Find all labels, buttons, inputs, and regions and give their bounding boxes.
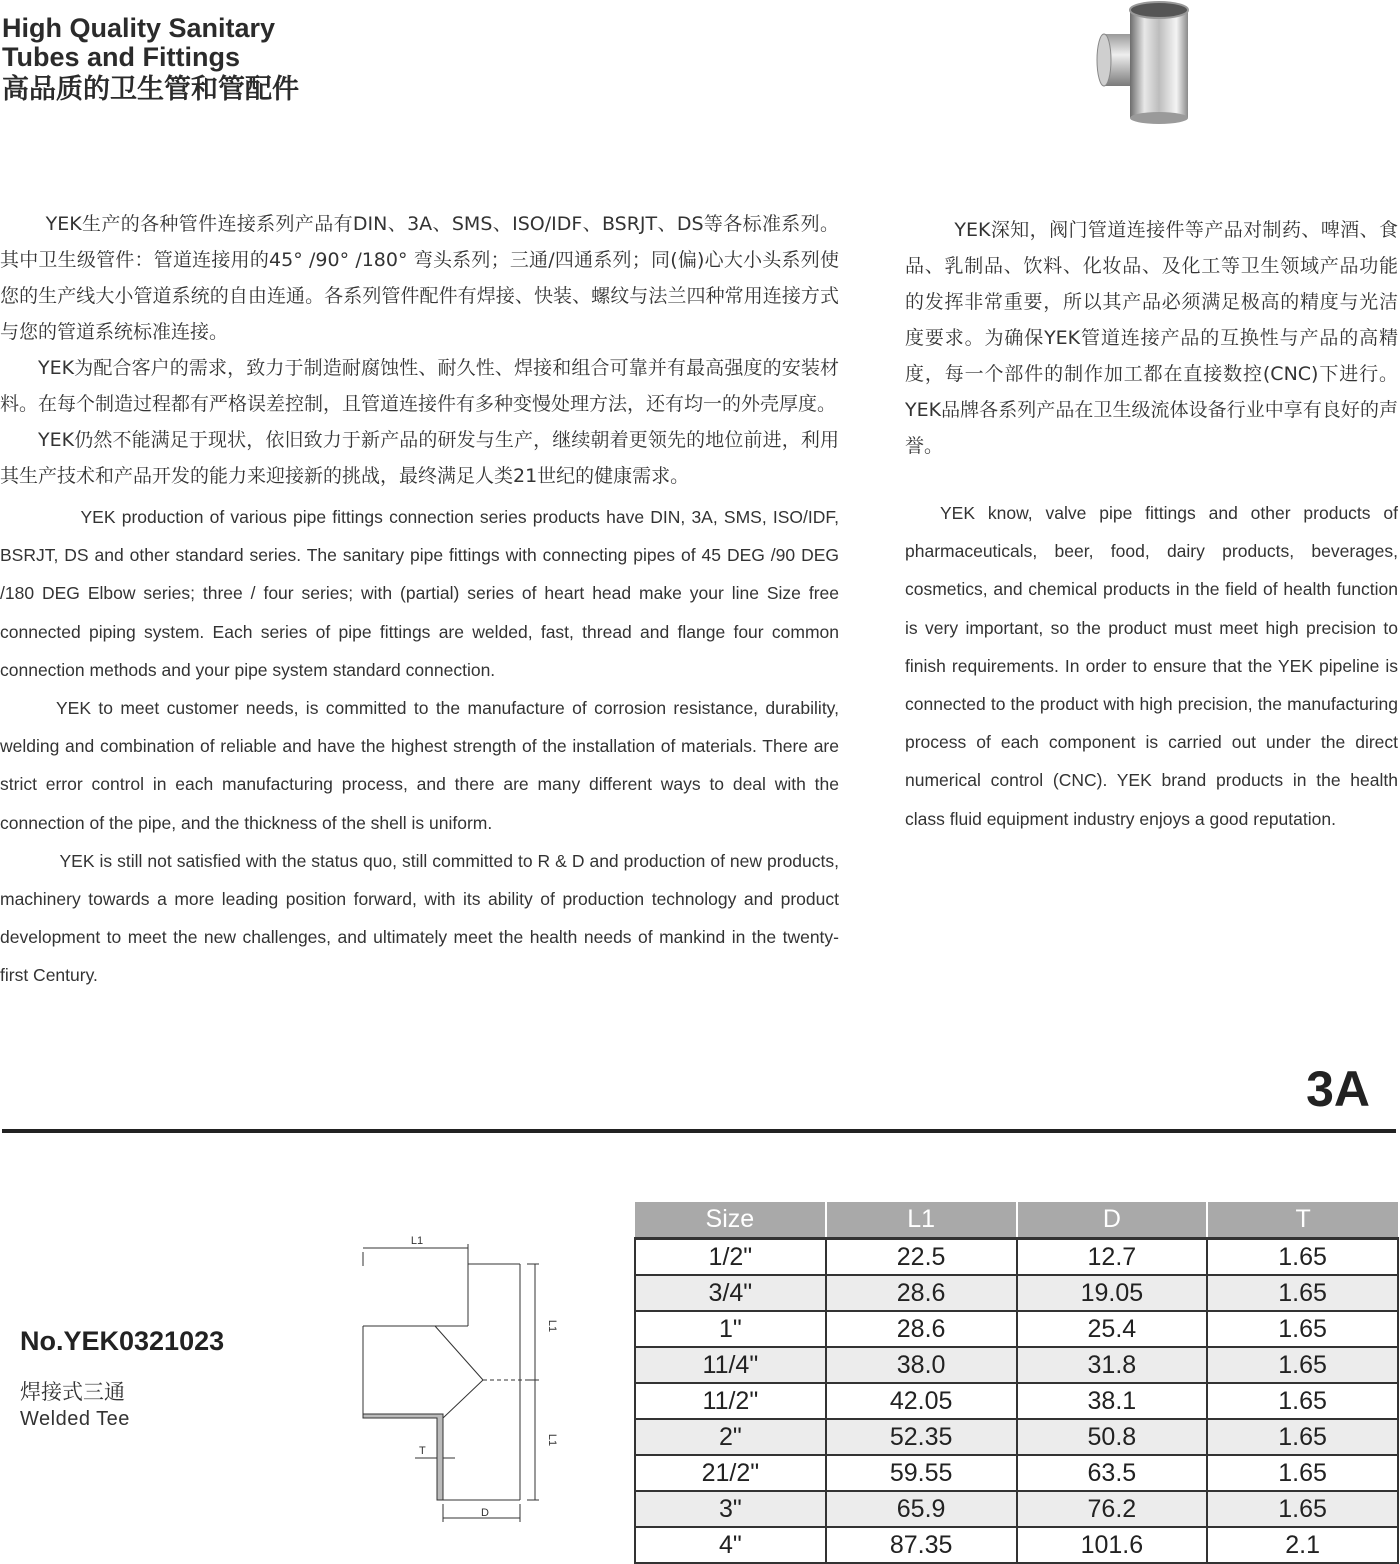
spec-table <box>634 1202 1399 1564</box>
product-name-cn: 焊接式三通 <box>20 1380 125 1404</box>
en-paragraph-2: YEK to meet customer needs, is committed to the manufacture of corrosion resistance, durability, welding and combination of reliable and have the highest strength of the installation of materials. There are strict error control in each manufacturing process, and there are many different ways to deal with the connection of the pipe, and the thickness of the shell is uniform. <box>0 698 839 833</box>
product-name-en: Welded Tee <box>20 1408 130 1430</box>
cell-l1: 87.35 <box>826 1527 1017 1563</box>
cell-l1: 28.6 <box>826 1311 1017 1347</box>
cell-l1: 65.9 <box>826 1491 1017 1527</box>
cell-l1: 28.6 <box>826 1275 1017 1311</box>
left-column <box>0 206 839 995</box>
cell-t: 1.65 <box>1207 1311 1398 1347</box>
cell-t: 1.65 <box>1207 1347 1398 1383</box>
dim-label-l1-upper: L1 <box>546 1319 558 1333</box>
title-en-line2: Tubes and Fittings <box>2 42 240 72</box>
cell-d: 50.8 <box>1017 1419 1208 1455</box>
cell-d: 76.2 <box>1017 1491 1208 1527</box>
en-paragraph-1: YEK production of various pipe fittings connection series products have DIN, 3A, SMS, ISO/IDF, BSRJT, DS and other standard series. The sanitary pipe fittings with connecting pipes of 45 DEG /90 DEG /180 DEG Elbow series; three / four series; with (partial) series of heart head make your line Size free connected piping system. Each series of pipe fittings are welded, fast, thread and flange four common connection methods and your pipe system standard connection. <box>0 507 839 680</box>
cell-t: 1.65 <box>1207 1419 1398 1455</box>
cell-size: 2" <box>635 1419 826 1455</box>
cell-l1: 22.5 <box>826 1239 1017 1276</box>
cell-d: 12.7 <box>1017 1239 1208 1276</box>
col-header-t: T <box>1207 1202 1398 1239</box>
series-label: 3A <box>1306 1061 1370 1117</box>
col-header-size: Size <box>635 1202 826 1239</box>
cell-d: 31.8 <box>1017 1347 1208 1383</box>
right-column <box>905 212 1398 838</box>
cn-paragraph-1: YEK生产的各种管件连接系列产品有DIN、3A、SMS、ISO/IDF、BSRJT、DS等各标准系列。其中卫生级管件：管道连接用的45° /90° /180° 弯头系列；三通/四通系列；同(偏)心大小头系列使您的生产线大小管道系统的自由连通。各系列管件配件有焊接、快装、螺纹与法兰四种常用连接方式与您的管道系统标准连接。 <box>0 213 839 343</box>
cell-size: 21/2" <box>635 1455 826 1491</box>
title-cn: 高品质的卫生管和管配件 <box>2 74 299 105</box>
cell-size: 1" <box>635 1311 826 1347</box>
dim-label-l1-lower: L1 <box>546 1433 558 1447</box>
cell-d: 63.5 <box>1017 1455 1208 1491</box>
dim-label-t: T <box>419 1445 426 1457</box>
tee-technical-drawing <box>355 1230 565 1530</box>
table-row <box>635 1419 1398 1455</box>
table-row <box>635 1239 1398 1276</box>
table-row <box>635 1527 1398 1563</box>
cell-t: 1.65 <box>1207 1275 1398 1311</box>
right-en-paragraph: YEK know, valve pipe fittings and other products of pharmaceuticals, beer, food, dairy products, beverages, cosmetics, and chemical products in the field of health function is very important, so the product must meet high precision to finish requirements. In order to ensure that the YEK pipeline is connected to the product with high precision, the manufacturing process of each component is carried out under the direct numerical control (CNC). YEK brand products in the health class fluid equipment industry enjoys a good reputation. <box>905 503 1398 829</box>
cell-l1: 38.0 <box>826 1347 1017 1383</box>
product-number: No.YEK0321023 <box>20 1326 225 1356</box>
cell-l1: 52.35 <box>826 1419 1017 1455</box>
section-divider <box>2 1129 1396 1133</box>
cell-size: 3/4" <box>635 1275 826 1311</box>
cell-size: 11/4" <box>635 1347 826 1383</box>
cell-d: 101.6 <box>1017 1527 1208 1563</box>
cell-size: 11/2" <box>635 1383 826 1419</box>
page-title <box>2 14 299 108</box>
cell-size: 4" <box>635 1527 826 1563</box>
right-cn-paragraph: YEK深知，阀门管道连接件等产品对制药、啤酒、食品、乳制品、饮料、化妆品、及化工等卫生领域产品功能的发挥非常重要，所以其产品必须满足极高的精度与光洁度要求。为确保YEK管道连接产品的互换性与产品的高精度，每一个部件的制作加工都在直接数控(CNC)下进行。YEK品牌各系列产品在卫生级流体设备行业中享有良好的声誉。 <box>905 219 1398 457</box>
table-row <box>635 1347 1398 1383</box>
cell-size: 3" <box>635 1491 826 1527</box>
title-en-line1: High Quality Sanitary <box>2 13 276 43</box>
spec-table-header <box>635 1202 1398 1239</box>
cn-paragraph-3: YEK仍然不能满足于现状，依旧致力于新产品的研发与生产，继续朝着更领先的地位前进，利用其生产技术和产品开发的能力来迎接新的挑战，最终满足人类21世纪的健康需求。 <box>0 429 839 487</box>
table-row <box>635 1455 1398 1491</box>
table-row <box>635 1491 1398 1527</box>
table-row <box>635 1311 1398 1347</box>
cell-l1: 42.05 <box>826 1383 1017 1419</box>
cell-t: 1.65 <box>1207 1455 1398 1491</box>
table-row <box>635 1383 1398 1419</box>
cell-t: 2.1 <box>1207 1527 1398 1563</box>
cell-l1: 59.55 <box>826 1455 1017 1491</box>
col-header-d: D <box>1017 1202 1208 1239</box>
table-row <box>635 1275 1398 1311</box>
dim-label-l1-top: L1 <box>410 1235 424 1247</box>
col-header-l1: L1 <box>826 1202 1017 1239</box>
cell-t: 1.65 <box>1207 1239 1398 1276</box>
en-paragraph-3: YEK is still not satisfied with the status quo, still committed to R & D and production of new products, machinery towards a more leading position forward, with its ability of production technology and product development to meet the new challenges, and ultimately meet the health needs of mankind in the twenty-first Century. <box>0 850 839 986</box>
dim-label-d: D <box>481 1507 489 1519</box>
cell-size: 1/2" <box>635 1239 826 1276</box>
cell-t: 1.65 <box>1207 1491 1398 1527</box>
cell-d: 19.05 <box>1017 1275 1208 1311</box>
cell-d: 38.1 <box>1017 1383 1208 1419</box>
tee-product-photo <box>1090 0 1230 128</box>
cn-paragraph-2: YEK为配合客户的需求，致力于制造耐腐蚀性、耐久性、焊接和组合可靠并有最高强度的安装材料。在每个制造过程都有严格误差控制，且管道连接件有多种变慢处理方法，还有均一的外壳厚度。 <box>0 357 839 415</box>
cell-d: 25.4 <box>1017 1311 1208 1347</box>
cell-t: 1.65 <box>1207 1383 1398 1419</box>
